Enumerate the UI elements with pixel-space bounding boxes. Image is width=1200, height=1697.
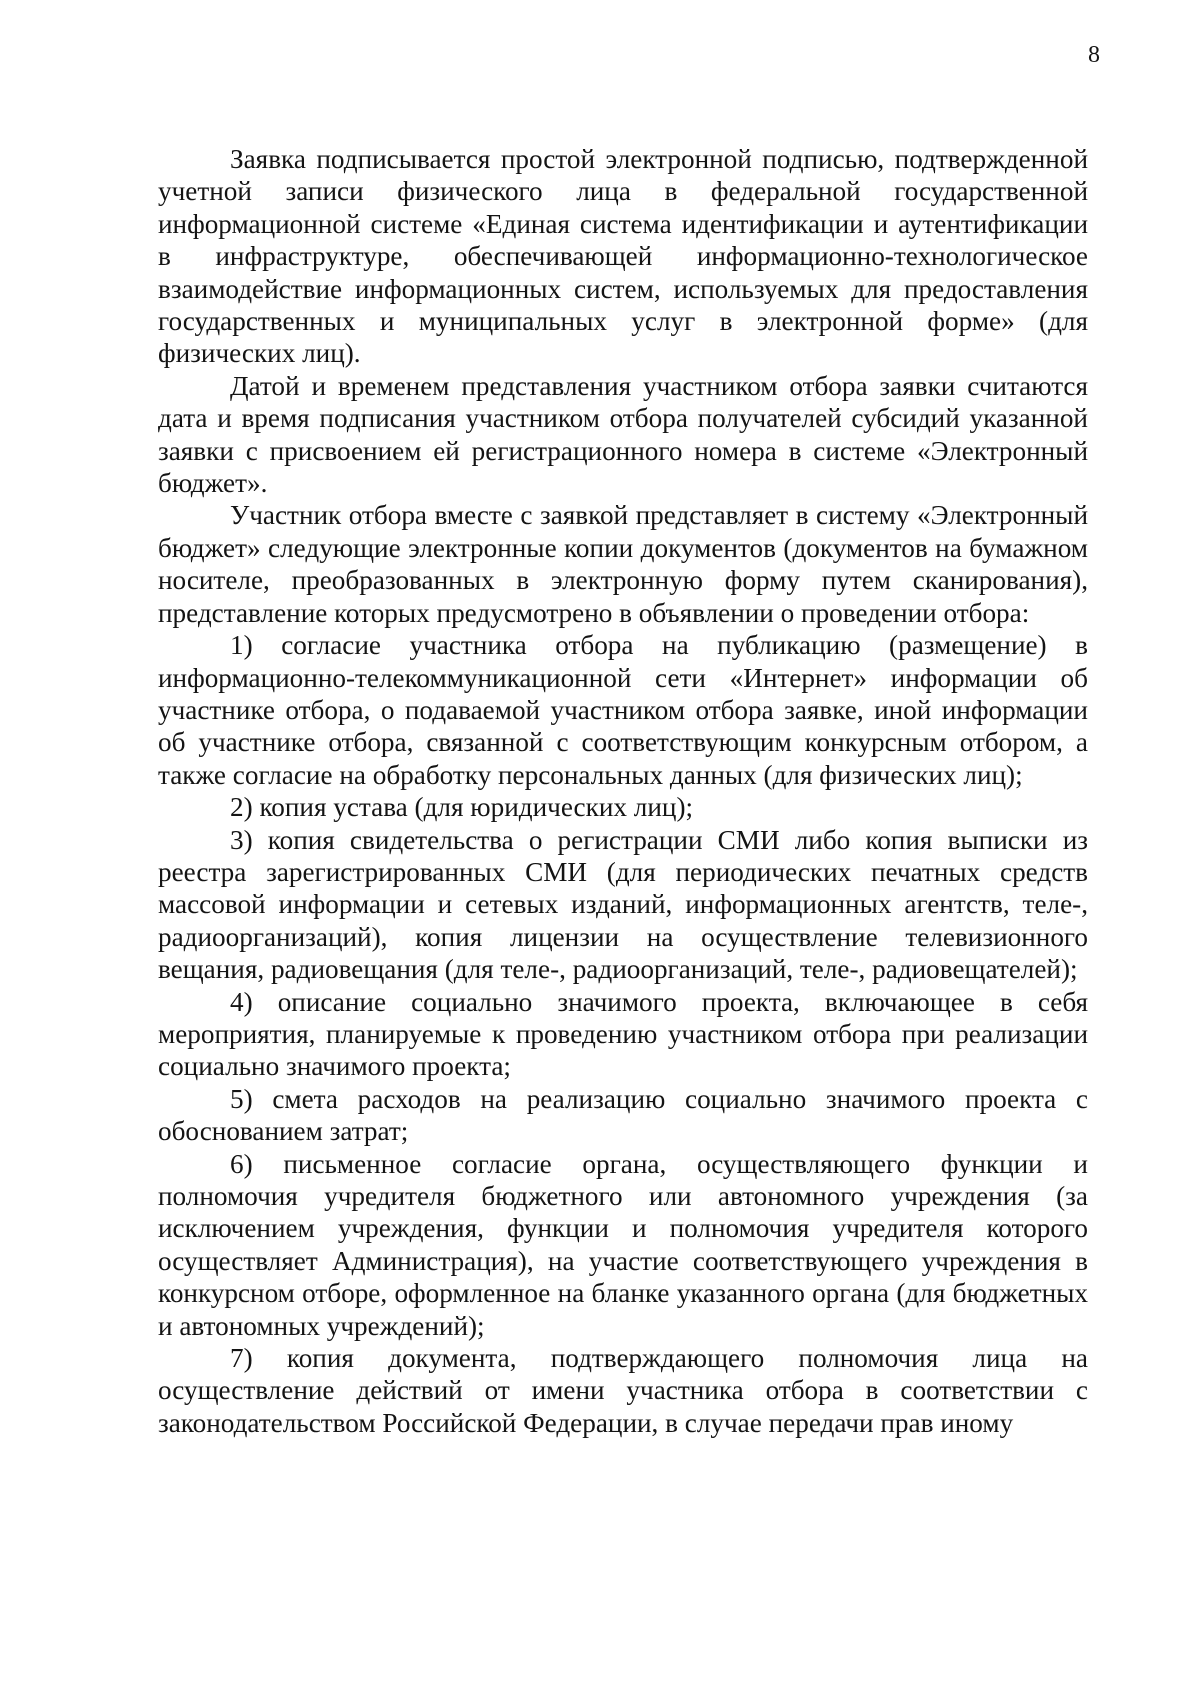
document-body [158,143,1088,1439]
list-item-authority-document: 7) копия документа, подтверждающего полномочия лица на осуществление действий от имени участника отбора в соответствии с законодательством Российской Федерации, в случае передачи прав иному [158,1343,1088,1438]
paragraph-documents-intro: Участник отбора вместе с заявкой представляет в систему «Электронный бюджет» следующие электронные копии документов (документов на бумажном носителе, преобразованных в электронную форму путем сканирования), представление которых предусмотрено в объявлении о проведении отбора: [158,500,1088,628]
list-item-consent: 1) согласие участника отбора на публикацию (размещение) в информационно-телекоммуникационной сети «Интернет» информации об участнике отбора, о подаваемой участником отбора заявке, иной информации об участнике отбора, связанной с соответствующим конкурсным отбором, а также согласие на обработку персональных данных (для физических лиц); [158,630,1088,790]
list-item-founder-consent: 6) письменное согласие органа, осуществляющего функции и полномочия учредителя бюджетного или автономного учреждения (за исключением учреждения, функции и полномочия учредителя которого осуществляет Администрация), на участие соответствующего учреждения в конкурсном отборе, оформленное на бланке указанного органа (для бюджетных и автономных учреждений); [158,1148,1088,1341]
paragraph-submission-date: Датой и временем представления участником отбора заявки считаются дата и время подписания участником отбора получателей субсидий указанной заявки с присвоением ей регистрационного номера в системе «Электронный бюджет». [158,370,1088,499]
page-number: 8 [1088,42,1100,68]
list-item-media-registration: 3) копия свидетельства о регистрации СМИ либо копия выписки из реестра зарегистрированных СМИ (для периодических печатных средств массовой информации и сетевых изданий, информационных агентств, теле-, радиоорганизаций), копия лицензии на осуществление телевизионного вещания, радиовещания (для теле-, радиоорганизаций, теле-, радиовещателей); [158,824,1088,985]
list-item-cost-estimate: 5) смета расходов на реализацию социально значимого проекта с обоснованием затрат; [158,1083,1088,1147]
list-item-charter: 2) копия устава (для юридических лиц); [230,792,694,823]
list-item-project-description: 4) описание социально значимого проекта, включающее в себя мероприятия, планируемые к проведению участником отбора при реализации социально значимого проекта; [158,986,1088,1082]
paragraph-signature: Заявка подписывается простой электронной подписью, подтвержденной учетной записи физического лица в федеральной государственной информационной системе «Единая система идентификации и аутентификации в инфраструктуре, обеспечивающей информационно-технологическое взаимодействие информационных систем, используемых для предоставления государственных и муниципальных услуг в электронной форме» (для физических лиц). [158,144,1088,369]
